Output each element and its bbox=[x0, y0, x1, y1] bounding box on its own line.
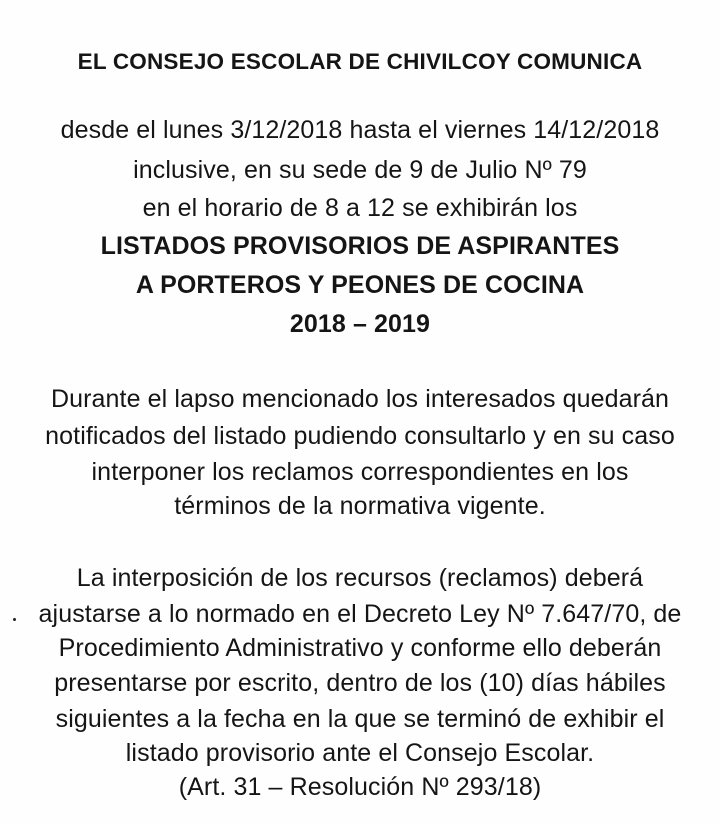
paragraph2-line: listado provisorio ante el Consejo Escolar. bbox=[125, 739, 595, 767]
paragraph1-line: Durante el lapso mencionado los interesados quedarán bbox=[50, 385, 670, 413]
notice-title: EL CONSEJO ESCOLAR DE CHIVILCOY COMUNICA bbox=[77, 49, 643, 74]
paragraph2-line: La interposición de los recursos (reclamos) deberá bbox=[76, 564, 644, 592]
paragraph1-line: términos de la normativa vigente. bbox=[174, 492, 546, 520]
intro-line: en el horario de 8 a 12 se exhibirán los bbox=[142, 194, 578, 222]
paragraph2-line: Procedimiento Administrativo y conforme ello deberán bbox=[58, 634, 662, 662]
paragraph2-line: siguientes a la fecha en la que se terminó de exhibir el bbox=[55, 705, 665, 733]
highlight-line: A PORTEROS Y PEONES DE COCINA bbox=[135, 271, 585, 299]
citation: (Art. 31 – Resolución Nº 293/18) bbox=[178, 773, 542, 801]
highlight-year: 2018 – 2019 bbox=[289, 310, 431, 338]
intro-line: desde el lunes 3/12/2018 hasta el viernes 14/12/2018 bbox=[60, 116, 660, 144]
highlight-line: LISTADOS PROVISORIOS DE ASPIRANTES bbox=[100, 232, 620, 260]
paragraph1-line: notificados del listado pudiendo consultarlo y en su caso bbox=[45, 422, 675, 450]
scan-speck bbox=[13, 618, 16, 621]
paragraph2-line: presentarse por escrito, dentro de los (10) días hábiles bbox=[54, 669, 666, 697]
paragraph2-line: ajustarse a lo normado en el Decreto Ley Nº 7.647/70, de bbox=[38, 600, 682, 628]
intro-line: inclusive, en su sede de 9 de Julio Nº 79 bbox=[133, 156, 587, 184]
paragraph1-line: interponer los reclamos correspondientes en los bbox=[91, 458, 629, 486]
